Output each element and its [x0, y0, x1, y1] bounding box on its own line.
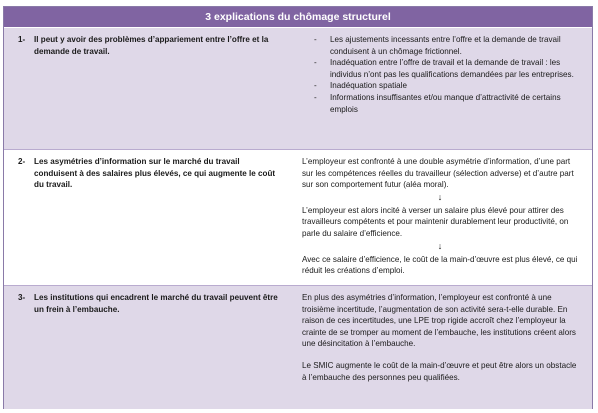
- row-1-detail-cell: [294, 28, 592, 149]
- down-arrow-icon: ↓: [437, 191, 443, 202]
- row-3-paragraph-2: Le SMIC augmente le coût de la main-d’œuvre et peut être alors un obstacle à l’embauche des personnes peu qualifiées.: [302, 360, 577, 382]
- table-title: 3 explications du chômage structurel: [4, 7, 592, 28]
- explanation-table: [3, 6, 593, 409]
- row-2-paragraph-1: L’employeur est confronté à une double asymétrie d’information, d’une part sur les compétences réelles du travailleur (sélection adverse) et d’autre part sur son comportement futur (aléa moral).: [302, 157, 574, 190]
- row-3-number: 3-: [18, 293, 26, 302]
- row-1-bullet-2: - Inadéquation entre l’offre de travail et la demande de travail : les individus n’ont pas les qualifications demandées par les entreprises.: [316, 57, 578, 80]
- down-arrow-icon: ↓: [437, 240, 443, 251]
- row-1-bullet-1: - Les ajustements incessants entre l’offre et la demande de travail conduisent à un chômage frictionnel.: [316, 34, 578, 57]
- row-1-heading-cell: [4, 28, 294, 149]
- row-2-paragraph-3: Avec ce salaire d’efficience, le coût de la main-d’œuvre est plus élevé, ce qui réduit les créations d’emploi.: [302, 254, 578, 276]
- table-row-3: [4, 285, 592, 409]
- row-2-detail-cell: [294, 150, 592, 285]
- row-1-bullet-list: [302, 34, 578, 115]
- row-1-bullet-3: - Inadéquation spatiale: [316, 80, 578, 92]
- row-3-detail-cell: [294, 286, 592, 409]
- row-2-paragraph-2: L’employeur est alors incité à verser un salaire plus élevé pour attirer des travailleurs compétents et pour maintenir durablement leur productivité, on parle du salaire d’efficience.: [302, 205, 569, 238]
- row-2-heading: Les asymétries d’information sur le marché du travail conduisent à des salaires plus élevés, ce qui augmente le coût du travail.: [34, 157, 276, 190]
- row-2-heading-cell: [4, 150, 294, 285]
- row-3-heading: Les institutions qui encadrent le marché du travail peuvent être un frein à l’embauche.: [34, 293, 278, 314]
- row-2-number: 2-: [18, 157, 26, 166]
- row-1-bullet-4: - Informations insuffisantes et/ou manque d’attractivité de certains emplois: [316, 92, 578, 115]
- table-row-1: [4, 28, 592, 149]
- row-1-number: 1-: [18, 35, 26, 44]
- row-1-heading: Il peut y avoir des problèmes d’appariement entre l’offre et la demande de travail.: [34, 35, 269, 56]
- row-3-paragraph-1: En plus des asymétries d’information, l’employeur est confronté à une troisième incertitude, l’augmentation de son activité sera-t-elle durable. En raison de ces incertitudes, une LPE trop rigide accroît chez l’employeur la crainte de se tromper au moment de l’embauche, les institutions créent alors une désincitation à l’embauche.: [302, 293, 576, 349]
- table-row-2: [4, 149, 592, 285]
- row-3-heading-cell: [4, 286, 294, 409]
